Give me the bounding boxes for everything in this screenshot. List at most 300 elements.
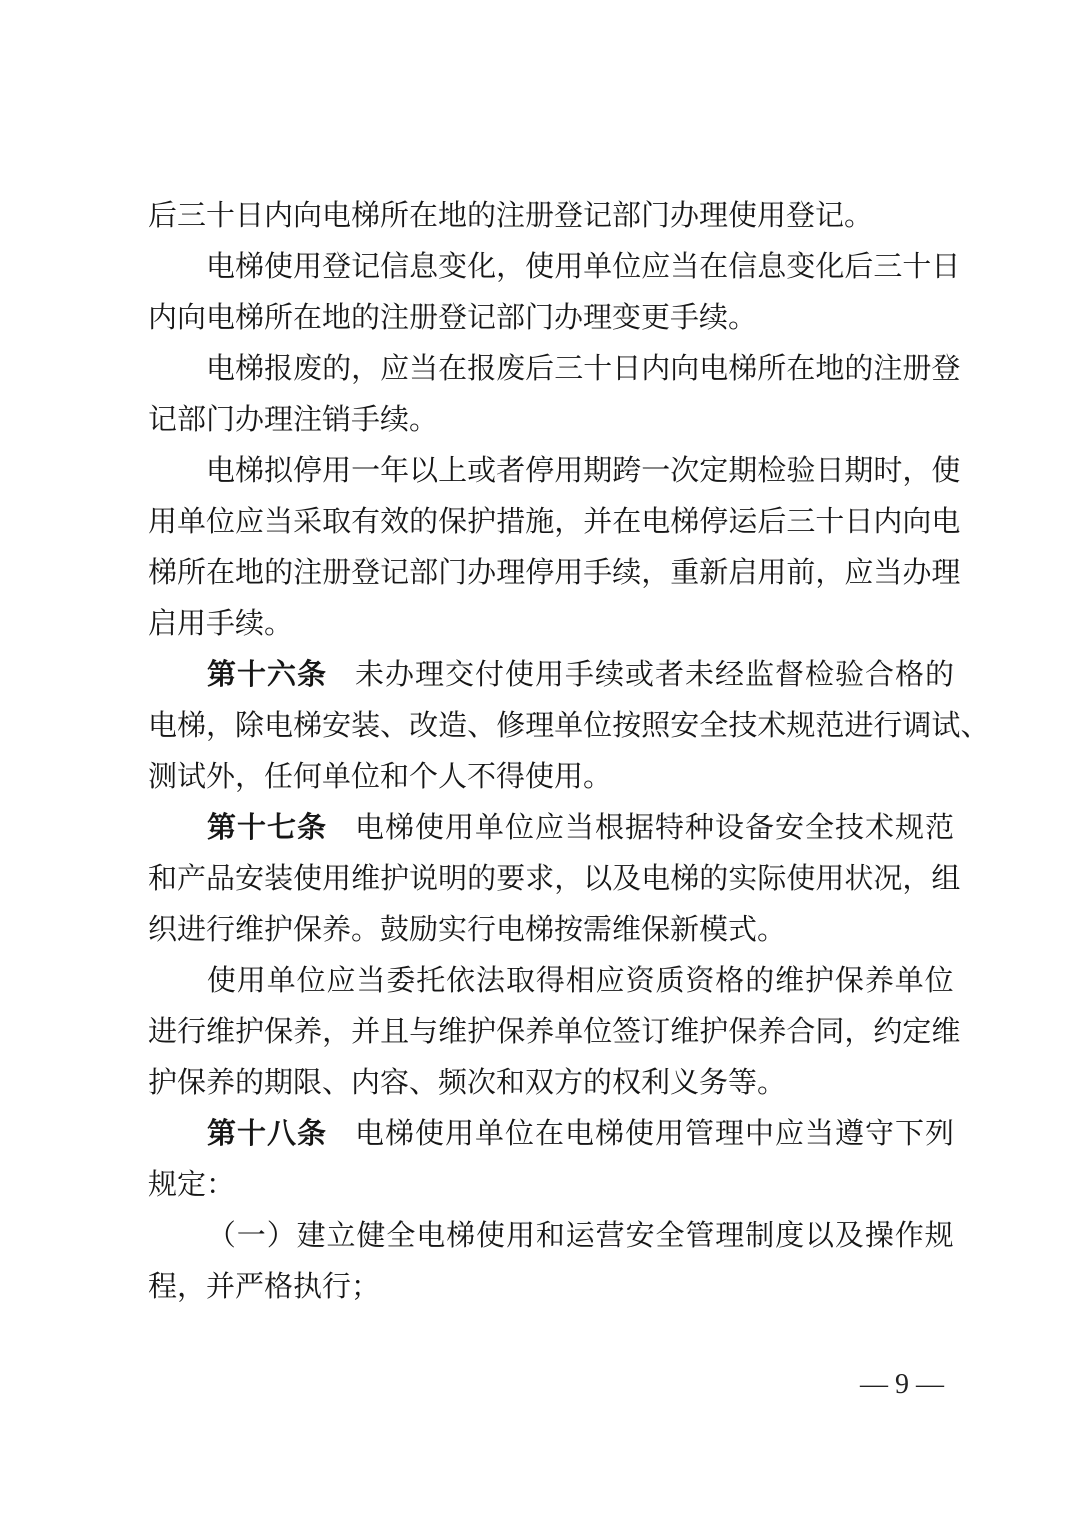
body-char: 用 (654, 1118, 684, 1150)
paragraph-indent (148, 828, 206, 829)
body-char: 规 (894, 812, 924, 844)
body-char: 的 (844, 353, 874, 385)
body-char: 梯 (293, 710, 323, 742)
body-char: 组 (931, 863, 961, 895)
body-char: 内 (641, 353, 671, 385)
text-line (148, 446, 961, 497)
body-char: 梯 (177, 710, 207, 742)
body-char: 要 (496, 863, 526, 895)
article-number: 十 (236, 1118, 266, 1150)
body-char: 记 (351, 251, 381, 283)
body-char: 制 (745, 1220, 775, 1252)
body-char: 者 (654, 659, 684, 691)
body-char: 应 (326, 965, 356, 997)
body-char: 调 (902, 710, 932, 742)
body-char: 用 (505, 1220, 535, 1252)
body-char: 十 (583, 353, 613, 385)
body-char: 当 (873, 557, 903, 589)
body-char: 用 (444, 1118, 474, 1150)
body-char: 范 (815, 710, 845, 742)
body-char: 用 (322, 455, 352, 487)
body-char: 和 (148, 863, 178, 895)
body-char: 说 (409, 863, 439, 895)
body-char: 三 (873, 251, 903, 283)
body-char: 办 (467, 557, 497, 589)
body-char: 列 (924, 1118, 954, 1150)
body-char: 护 (380, 863, 410, 895)
body-char: 电 (931, 506, 961, 538)
body-char: 签 (612, 1016, 642, 1048)
body-char: 督 (774, 659, 804, 691)
body-char: 规 (924, 1220, 954, 1252)
body-char: 、 (960, 710, 990, 742)
text-line: 程，并严格执行； (148, 1271, 381, 1303)
body-char: 电 (354, 1118, 384, 1150)
body-char: ， (844, 1016, 874, 1048)
body-char: 依 (446, 965, 476, 997)
body-char: 修 (496, 710, 526, 742)
body-char: 建 (296, 1220, 326, 1252)
body-char: 新 (699, 557, 729, 589)
text-line: 测试外，任何单位和个人不得使用。 (148, 761, 613, 793)
article-number: 条 (296, 659, 326, 691)
body-char: 护 (467, 1016, 497, 1048)
body-char: 停 (525, 455, 555, 487)
body-char: ） (266, 1220, 296, 1252)
body-char: 梯 (728, 353, 758, 385)
body-char: 位 (504, 1118, 534, 1150)
body-char: 所 (177, 557, 207, 589)
body-char: 法 (476, 965, 506, 997)
body-char: 梯 (235, 455, 265, 487)
body-char: 求 (525, 863, 555, 895)
body-char: 位 (924, 965, 954, 997)
body-char: 行 (177, 1016, 207, 1048)
body-char: 的 (745, 965, 775, 997)
body-char: 委 (386, 965, 416, 997)
body-char: 位 (504, 812, 534, 844)
body-char: 内 (873, 506, 903, 538)
text-line: 规定： (148, 1169, 236, 1201)
body-char: 梯 (446, 1220, 476, 1252)
body-char: 理 (525, 710, 555, 742)
body-char: 度 (775, 1220, 805, 1252)
body-char: 注 (293, 557, 323, 589)
body-char: 梯 (670, 506, 700, 538)
body-char: 试 (931, 710, 961, 742)
text-line (148, 1211, 954, 1262)
body-char: 门 (438, 557, 468, 589)
body-char: 或 (624, 659, 654, 691)
body-char: 用 (236, 965, 266, 997)
body-char: 日 (815, 455, 845, 487)
text-line (148, 242, 961, 293)
body-char: 位 (296, 965, 326, 997)
body-char: 电 (354, 812, 384, 844)
body-char: 经 (714, 659, 744, 691)
body-char: 用 (293, 251, 323, 283)
body-char: 应 (844, 557, 874, 589)
body-char: 使 (264, 251, 294, 283)
body-char: 安 (235, 863, 265, 895)
paragraph-indent (148, 369, 206, 370)
body-char: 中 (744, 1118, 774, 1150)
body-char: 化 (815, 251, 845, 283)
body-char: 停 (699, 506, 729, 538)
body-char: 理 (496, 557, 526, 589)
body-char: 品 (206, 863, 236, 895)
body-char: 安 (774, 812, 804, 844)
body-char: ， (902, 455, 932, 487)
body-char: 位 (206, 506, 236, 538)
article-number: 七 (266, 812, 296, 844)
body-char: 梯 (235, 353, 265, 385)
body-char: 应 (235, 506, 265, 538)
body-char: 保 (264, 1016, 294, 1048)
body-char: 使 (293, 863, 323, 895)
body-char: 用 (554, 557, 584, 589)
body-char: 三 (554, 353, 584, 385)
text-line: 后三十日内向电梯所在地的注册登记部门办理使用登记。 (148, 200, 874, 232)
paragraph-indent (148, 1236, 206, 1237)
body-char: ， (496, 251, 526, 283)
body-char: 资 (625, 965, 655, 997)
body-char: 拟 (264, 455, 294, 487)
article-number: 十 (236, 659, 266, 691)
body-char: 期 (728, 455, 758, 487)
body-char: 登 (322, 251, 352, 283)
body-char: 护 (235, 1016, 265, 1048)
body-char: 以 (409, 455, 439, 487)
body-char: 前 (786, 557, 816, 589)
body-char: 付 (474, 659, 504, 691)
body-char: 应 (595, 965, 625, 997)
body-char: 监 (744, 659, 774, 691)
body-char: 当 (670, 251, 700, 283)
body-char: 梯 (148, 557, 178, 589)
body-char: 营 (595, 1220, 625, 1252)
body-char: 理 (714, 1118, 744, 1150)
body-char: 办 (902, 557, 932, 589)
body-char: 的 (264, 557, 294, 589)
body-char: 检 (757, 455, 787, 487)
body-char: 验 (786, 455, 816, 487)
body-char: 范 (924, 812, 954, 844)
body-char: 用 (148, 506, 178, 538)
body-char: ， (206, 710, 236, 742)
body-char: ， (322, 1016, 352, 1048)
body-char: 与 (409, 1016, 439, 1048)
text-block (148, 191, 990, 1313)
body-char: 未 (684, 659, 714, 691)
body-char: 当 (409, 353, 439, 385)
body-char: 养 (864, 965, 894, 997)
article-number: 十 (236, 812, 266, 844)
body-char: 位 (612, 251, 642, 283)
body-char: 重 (670, 557, 700, 589)
body-char: 立 (326, 1220, 356, 1252)
paragraph-indent (148, 1134, 206, 1135)
body-char: 信 (728, 251, 758, 283)
body-char: 以 (583, 863, 613, 895)
body-char: 十 (902, 251, 932, 283)
body-char: 作 (894, 1220, 924, 1252)
body-char: 检 (804, 659, 834, 691)
body-char: 以 (805, 1220, 835, 1252)
text-line (148, 344, 961, 395)
body-char: 部 (409, 557, 439, 589)
body-char: 在 (786, 353, 816, 385)
body-char: 使 (476, 1220, 506, 1252)
body-char: 定 (902, 1016, 932, 1048)
body-char: 际 (757, 863, 787, 895)
paragraph-indent (148, 267, 206, 268)
body-char: 安 (670, 710, 700, 742)
body-char: 养 (757, 1016, 787, 1048)
body-char: 遵 (834, 1118, 864, 1150)
body-char: 种 (684, 812, 714, 844)
body-char: 电 (206, 353, 236, 385)
body-char: 当 (264, 506, 294, 538)
body-char: 保 (834, 965, 864, 997)
body-char: 向 (902, 506, 932, 538)
text-line (148, 497, 961, 548)
body-char: 维 (670, 1016, 700, 1048)
text-line: 内向电梯所在地的注册登记部门办理变更手续。 (148, 302, 758, 334)
body-char: 报 (264, 353, 294, 385)
body-char: 注 (873, 353, 903, 385)
paragraph-indent (148, 471, 206, 472)
body-char: 记 (380, 557, 410, 589)
body-char: 约 (873, 1016, 903, 1048)
body-char: 日 (844, 506, 874, 538)
body-char: 技 (728, 710, 758, 742)
body-char: 明 (438, 863, 468, 895)
body-char: 合 (864, 659, 894, 691)
body-char: 应 (534, 812, 564, 844)
body-char: 的 (322, 353, 352, 385)
body-char: 维 (775, 965, 805, 997)
body-char: ， (351, 353, 381, 385)
body-char: 者 (496, 455, 526, 487)
body-char: 装 (351, 710, 381, 742)
body-char: 资 (685, 965, 715, 997)
body-char: 健 (356, 1220, 386, 1252)
body-char: 用 (757, 557, 787, 589)
body-char: 单 (583, 251, 613, 283)
body-char: 运 (728, 506, 758, 538)
page-number: — 9 — (860, 1369, 944, 1400)
body-char: 有 (351, 506, 381, 538)
text-line: 启用手续。 (148, 608, 294, 640)
body-char: 梯 (384, 812, 414, 844)
body-char: 护 (467, 506, 497, 538)
body-char: 术 (864, 812, 894, 844)
body-char: 启 (728, 557, 758, 589)
body-char: 合 (786, 1016, 816, 1048)
body-char: 护 (699, 1016, 729, 1048)
body-char: 所 (757, 353, 787, 385)
text-line (148, 1007, 961, 1058)
body-char: 息 (409, 251, 439, 283)
body-char: 交 (444, 659, 474, 691)
body-char: 应 (380, 353, 410, 385)
body-char: 安 (625, 1220, 655, 1252)
body-char: 根 (594, 812, 624, 844)
body-char: 当 (804, 1118, 834, 1150)
body-char: 变 (438, 251, 468, 283)
body-char: 维 (438, 1016, 468, 1048)
body-char: 单 (894, 965, 924, 997)
body-char: 全 (699, 710, 729, 742)
body-char: 使 (206, 965, 236, 997)
body-char: 特 (654, 812, 684, 844)
paragraph-indent (148, 675, 206, 676)
body-char: 位 (583, 1016, 613, 1048)
body-char: 据 (624, 812, 654, 844)
body-char: 产 (177, 863, 207, 895)
body-char: 登 (351, 557, 381, 589)
body-char: 息 (757, 251, 787, 283)
body-char: 造 (438, 710, 468, 742)
body-char: 同 (815, 1016, 845, 1048)
article-number: 六 (266, 659, 296, 691)
text-line: 织进行维护保养。鼓励实行电梯按需维保新模式。 (148, 914, 787, 946)
body-char: 变 (786, 251, 816, 283)
body-char: 维 (931, 1016, 961, 1048)
body-char: 电 (641, 506, 671, 538)
body-char: 格 (715, 965, 745, 997)
body-char: 的 (467, 863, 497, 895)
text-line (148, 1109, 954, 1160)
body-char: 理 (414, 659, 444, 691)
body-char: 装 (264, 863, 294, 895)
body-char: 电 (699, 353, 729, 385)
body-char: 梯 (384, 1118, 414, 1150)
body-char: ， (554, 506, 584, 538)
body-char: 术 (757, 710, 787, 742)
paragraph-indent (148, 981, 206, 982)
body-char: 保 (496, 1016, 526, 1048)
body-char: 登 (931, 353, 961, 385)
body-char: 和 (535, 1220, 565, 1252)
body-char: 册 (322, 557, 352, 589)
body-char: 当 (356, 965, 386, 997)
body-char: 取 (505, 965, 535, 997)
body-char: 格 (894, 659, 924, 691)
body-char: 实 (728, 863, 758, 895)
body-char: 安 (322, 710, 352, 742)
body-char: 日 (612, 353, 642, 385)
body-char: 并 (583, 506, 613, 538)
body-char: 或 (467, 455, 497, 487)
body-char: 得 (535, 965, 565, 997)
body-char: 且 (380, 1016, 410, 1048)
body-char: 三 (786, 506, 816, 538)
body-char: 电 (264, 710, 294, 742)
body-char: 单 (474, 1118, 504, 1150)
body-char: 保 (728, 1016, 758, 1048)
body-char: 向 (670, 353, 700, 385)
body-char: 在 (699, 251, 729, 283)
text-line (148, 956, 954, 1007)
body-char: 用 (444, 812, 474, 844)
text-line (148, 701, 990, 752)
body-char: 下 (894, 1118, 924, 1150)
body-char: 未 (354, 659, 384, 691)
body-char: 册 (902, 353, 932, 385)
body-char: 停 (525, 557, 555, 589)
body-char: 手 (564, 659, 594, 691)
body-char: 管 (684, 1118, 714, 1150)
body-char: 一 (236, 1220, 266, 1252)
body-char: 理 (931, 557, 961, 589)
article-number: 条 (296, 812, 326, 844)
body-char: 维 (351, 863, 381, 895)
body-char: 单 (266, 965, 296, 997)
body-char: 用 (322, 863, 352, 895)
body-char: 验 (834, 659, 864, 691)
body-char: 电 (416, 1220, 446, 1252)
body-char: 使 (624, 1118, 654, 1150)
article-number: 第 (206, 812, 236, 844)
body-char: 保 (438, 506, 468, 538)
body-char: 一 (351, 455, 381, 487)
body-char: 并 (351, 1016, 381, 1048)
body-char: 后 (525, 353, 555, 385)
body-char: 应 (774, 1118, 804, 1150)
body-char: 措 (496, 506, 526, 538)
body-char: 规 (786, 710, 816, 742)
body-char: 运 (565, 1220, 595, 1252)
body-char: 的 (409, 506, 439, 538)
body-char: 用 (815, 863, 845, 895)
body-char: 在 (612, 506, 642, 538)
body-char: 在 (534, 1118, 564, 1150)
body-char: 后 (844, 251, 874, 283)
body-char: 废 (496, 353, 526, 385)
body-char: 相 (565, 965, 595, 997)
body-char: 进 (844, 710, 874, 742)
heading-gap (327, 828, 354, 829)
body-char: 使 (786, 863, 816, 895)
body-char: ， (554, 863, 584, 895)
body-char: 的 (924, 659, 954, 691)
body-char: 续 (594, 659, 624, 691)
body-char: 期 (844, 455, 874, 487)
article-number: 条 (296, 1118, 326, 1150)
body-char: 梯 (235, 251, 265, 283)
body-char: 采 (293, 506, 323, 538)
body-char: 除 (235, 710, 265, 742)
body-char: 施 (525, 506, 555, 538)
body-char: 使 (504, 659, 534, 691)
text-line: 护保养的期限、内容、频次和双方的权利义务等。 (148, 1067, 787, 1099)
body-char: （ (206, 1220, 236, 1252)
body-char: 单 (177, 506, 207, 538)
body-char: 、 (467, 710, 497, 742)
body-char: 全 (386, 1220, 416, 1252)
body-char: 电 (641, 863, 671, 895)
body-char: 维 (206, 1016, 236, 1048)
body-char: 照 (641, 710, 671, 742)
body-char: 取 (322, 506, 352, 538)
body-char: 、 (380, 710, 410, 742)
body-char: 按 (612, 710, 642, 742)
body-char: 全 (804, 812, 834, 844)
body-char: 使 (414, 812, 444, 844)
body-char: 理 (715, 1220, 745, 1252)
